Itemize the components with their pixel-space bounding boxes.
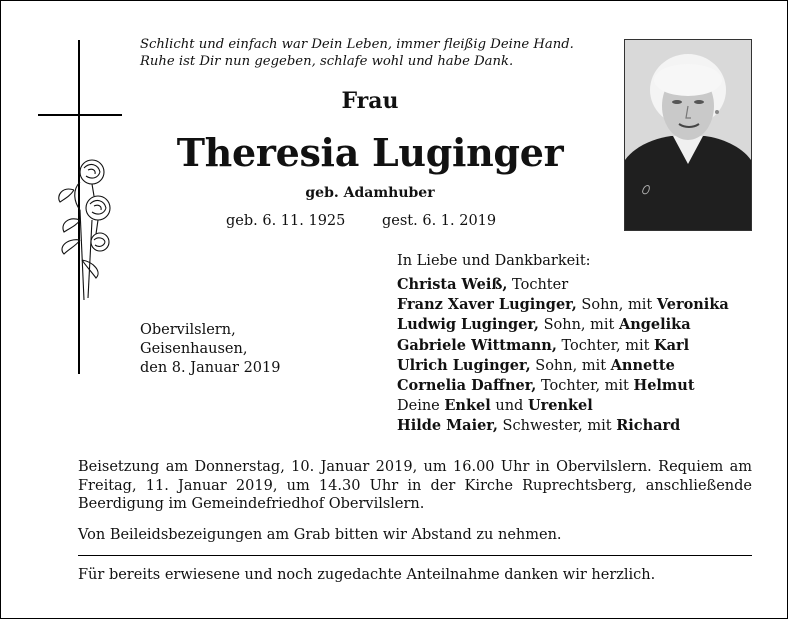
list-item [397, 336, 729, 356]
verse [140, 36, 620, 70]
mourners-list [397, 275, 729, 437]
mourner-name: Christa Weiß, [397, 276, 508, 293]
grandchildren-and: und [490, 398, 528, 415]
list-item [397, 376, 729, 396]
place-line: Geisenhausen, [140, 341, 248, 358]
list-item [397, 315, 729, 335]
mourners-heading: In Liebe und Dankbarkeit: [397, 253, 591, 269]
with-label: mit [623, 297, 657, 314]
roses-icon [50, 150, 122, 300]
mourner-name: Ulrich Luginger, [397, 356, 531, 374]
great-grandchildren-label: Urenkel [527, 397, 593, 415]
verse-line: Ruhe ist Dir nun gegeben, schlafe wohl und habe Dank. [140, 54, 514, 69]
with-label: mit [600, 378, 634, 395]
with-label: mit [585, 317, 619, 334]
portrait-photo [624, 39, 752, 231]
list-item [397, 295, 729, 315]
verse-line: Schlicht und einfach war Dein Leben, immer fleißig Deine Hand. [140, 37, 574, 52]
mourner-relation: Sohn, [538, 317, 586, 334]
mourner-relation: Tochter, [536, 378, 601, 395]
place-and-date [140, 321, 280, 379]
closing-thanks: Für bereits erwiesene und noch zugedachte Anteilnahme danken wir herzlich. [78, 567, 656, 583]
cross-icon-horizontal [38, 114, 122, 116]
birth-date: geb. 6. 11. 1925 [226, 213, 346, 229]
with-label: mit [582, 418, 617, 435]
grandchildren-label: Enkel [444, 397, 491, 415]
death-date: gest. 6. 1. 2019 [382, 213, 497, 229]
list-item [397, 275, 729, 295]
mourner-partner: Helmut [633, 377, 695, 395]
mourner-relation: Schwester, [497, 418, 583, 435]
place-line: Obervilslern, [140, 322, 236, 338]
mourner-partner: Angelika [618, 316, 691, 334]
mourner-name: Gabriele Wittmann, [397, 336, 557, 354]
divider [78, 555, 752, 556]
mourner-relation: Tochter, [556, 337, 621, 354]
list-item [397, 356, 729, 376]
condolence-note: Von Beileidsbezeigungen am Grab bitten wir Abstand zu nehmen. [78, 527, 562, 543]
mourner-partner: Karl [654, 336, 690, 354]
with-label: mit [620, 337, 655, 354]
mourner-name: Hilde Maier, [397, 417, 498, 435]
mourner-relation: Sohn, [530, 357, 578, 374]
salutation: Frau [341, 88, 399, 114]
deceased-name: Theresia Luginger [176, 130, 564, 175]
mourner-name: Franz Xaver Luginger, [397, 296, 577, 314]
mourner-relation: Tochter [507, 277, 569, 293]
maiden-name: geb. Adamhuber [305, 185, 435, 201]
mourner-name: Cornelia Daffner, [397, 377, 537, 395]
list-item [397, 396, 729, 416]
place-line: den 8. Januar 2019 [140, 360, 281, 377]
mourner-partner: Annette [610, 356, 675, 374]
grandchildren-prefix: Deine [397, 398, 445, 415]
list-item [397, 416, 729, 436]
with-label: mit [577, 357, 611, 374]
mourner-partner: Richard [616, 417, 681, 435]
funeral-details: Beisetzung am Donnerstag, 10. Januar 2019, um 16.00 Uhr in Obervilslern. Requiem am Freitag, 11. Januar 2019, um 14.30 Uhr in der Kirche Ruprechtsberg, anschließende Beerdigung im Gemeindefriedhof Obervilslern. [78, 459, 752, 512]
mourner-partner: Veronika [656, 296, 729, 314]
mourner-relation: Sohn, [576, 297, 624, 314]
mourner-name: Ludwig Luginger, [397, 316, 539, 334]
